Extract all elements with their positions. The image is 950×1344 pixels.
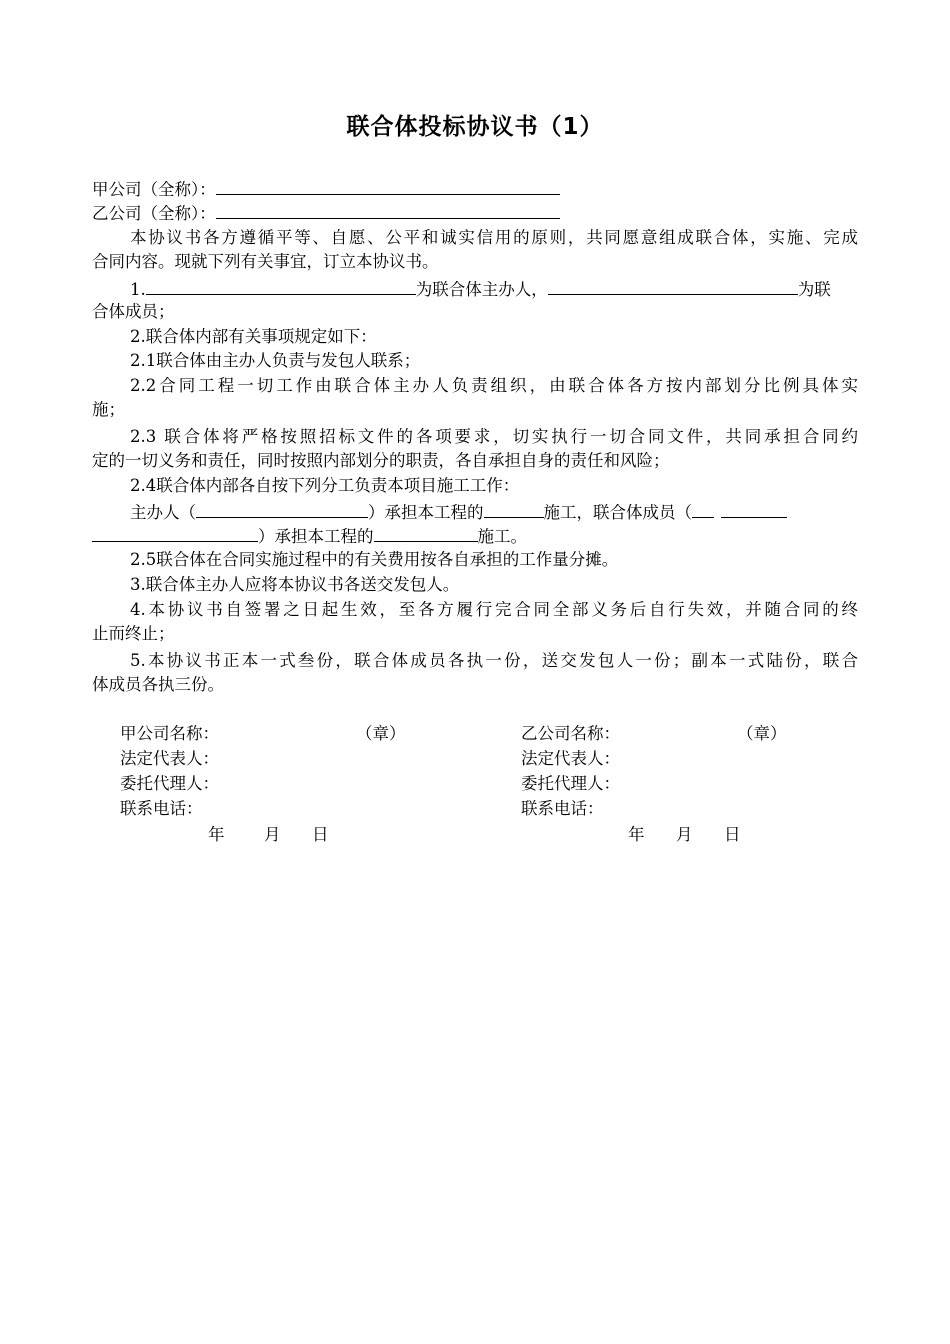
item-1-line xyxy=(130,276,831,302)
division-b-blank-1 xyxy=(92,523,258,542)
division-line-1 xyxy=(130,499,787,525)
item-2-2-line-2: 施； xyxy=(92,400,125,419)
item-2-3-line-2: 定的一切义务和责任，同时按照内部划分的职责，各自承担自身的责任和风险； xyxy=(92,451,670,470)
division-a-mid: ）承担本工程的 xyxy=(368,503,484,522)
party-a-rep-label: 法定代表人： xyxy=(120,749,219,768)
division-line-2 xyxy=(92,523,527,549)
item-1-mid: 为联合体主办人， xyxy=(415,280,548,299)
division-b-mid: ）承担本工程的 xyxy=(258,527,374,546)
item-3: 3.联合体主办人应将本协议书各送交发包人。 xyxy=(130,575,460,594)
division-b-blank-2 xyxy=(374,523,478,542)
party-a-blank xyxy=(216,176,560,195)
party-b-day: 日 xyxy=(724,825,741,844)
item-2-5: 2.5联合体在合同实施过程中的有关费用按各自承担的工作量分摊。 xyxy=(130,550,619,569)
division-a-label: 主办人（ xyxy=(130,503,196,522)
division-b-tail: 施工。 xyxy=(477,527,527,546)
division-a-blank-3 xyxy=(692,499,714,518)
item-2-2-line-1: 2.2合同工程一切工作由联合体主办人负责组织，由联合体各方按内部划分比例具体实 xyxy=(130,376,858,395)
party-b-blank xyxy=(216,200,560,219)
item-1-cont: 合体成员； xyxy=(92,302,175,321)
document-title: 联合体投标协议书（1） xyxy=(346,114,604,140)
party-b-rep-label: 法定代表人： xyxy=(521,749,620,768)
item-4-line-1: 4.本协议书自签署之日起生效，至各方履行完合同全部义务后自行失效，并随合同的终 xyxy=(130,600,858,619)
item-1-blank-a xyxy=(146,276,416,295)
item-2-1: 2.1联合体由主办人负责与发包人联系； xyxy=(130,351,421,370)
item-2-3-line-1: 2.3 联合体将严格按照招标文件的各项要求，切实执行一切合同文件，共同承担合同约 xyxy=(130,427,858,446)
party-a-name-label: 甲公司名称： xyxy=(120,724,219,743)
party-a-label: 甲公司（全称）： xyxy=(92,180,216,199)
party-b-month: 月 xyxy=(676,825,693,844)
item-1-prefix: 1. xyxy=(130,280,146,299)
party-b-agent-label: 委托代理人： xyxy=(521,774,620,793)
item-2-4: 2.4联合体内部各自按下列分工负责本项目施工工作： xyxy=(130,476,520,495)
party-a-year: 年 xyxy=(208,825,225,844)
item-1-suffix: 为联 xyxy=(797,280,831,299)
party-a-agent-label: 委托代理人： xyxy=(120,774,219,793)
intro-line-1: 本协议书各方遵循平等、自愿、公平和诚实信用的原则，共同愿意组成联合体，实施、完成 xyxy=(130,228,858,247)
division-a-blank-2 xyxy=(484,499,544,518)
party-b-seal: （章） xyxy=(737,724,787,743)
party-b-name-label: 乙公司名称： xyxy=(521,724,620,743)
party-a-seal: （章） xyxy=(356,724,406,743)
party-a-line xyxy=(92,176,560,202)
party-b-phone-label: 联系电话： xyxy=(521,799,604,818)
party-a-day: 日 xyxy=(312,825,329,844)
item-4-line-2: 止而终止； xyxy=(92,624,175,643)
item-1-blank-b xyxy=(548,276,798,295)
item-2: 2.联合体内部有关事项规定如下： xyxy=(130,327,377,346)
intro-line-2: 合同内容。现就下列有关事宜，订立本协议书。 xyxy=(92,252,439,271)
party-a-month: 月 xyxy=(264,825,281,844)
party-a-phone-label: 联系电话： xyxy=(120,799,203,818)
party-b-year: 年 xyxy=(628,825,645,844)
party-b-line xyxy=(92,200,560,226)
item-5-line-2: 体成员各执三份。 xyxy=(92,675,224,694)
party-b-label: 乙公司（全称）： xyxy=(92,204,216,223)
item-5-line-1: 5.本协议书正本一式叁份，联合体成员各执一份，送交发包人一份；副本一式陆份，联合 xyxy=(130,651,858,670)
division-a-tail: 施工，联合体成员（ xyxy=(543,503,692,522)
division-a-blank-4 xyxy=(721,499,787,518)
division-a-blank-1 xyxy=(196,499,368,518)
